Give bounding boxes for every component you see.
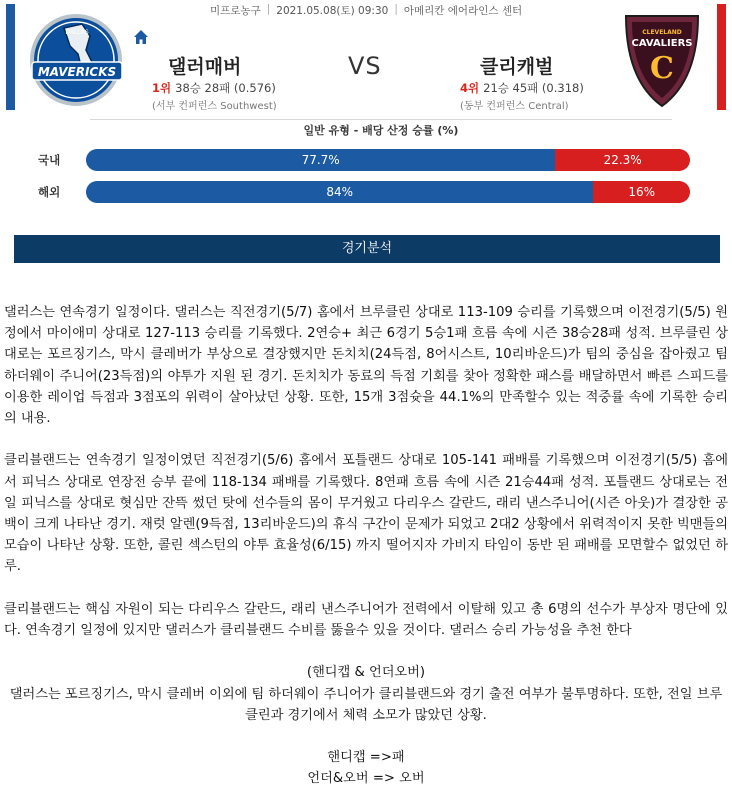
home-color-bar	[6, 4, 15, 110]
away-rank: 4위	[460, 81, 480, 95]
analysis-section-title: 경기분석	[14, 235, 720, 263]
away-record-text: 21승 45패 (0.318)	[483, 81, 584, 95]
mavericks-logo-text: MAVERICKS	[37, 65, 117, 79]
home-rank: 1위	[152, 81, 172, 95]
away-win-pct-bar: 22.3%	[555, 149, 690, 171]
analysis-paragraph-prediction: 클리블랜드는 핵심 자원이 되는 다리우스 갈란드, 래리 낸스주니어가 전력에서 이탈해 있고 총 6명의 선수가 부상자 명단에 있다. 연속경기 일정에 있지만 댈러스가 클리블랜드 수비를 뚫을수 있을 것이다. 댈러스 승리 가능성을 추천 한다	[4, 601, 728, 639]
analysis-paragraph-home: 댈러스는 연속경기 일정이다. 댈러스는 직전경기(5/7) 홈에서 브루클린 상대로 113-109 승리를 기록했으며 이전경기(5/5) 원정에서 마이애미 상대로 127-113 승리를 기록했다. 2연승+ 최근 6경기 5승1패 흐름 속에 시즌 38승28패 성적. 브루클린 상대로는 포르징기스, 막시 클레버가 부상으로 결장했지만 돈치치(24득점, 8어시스트, 10리바운드)가 팀의 중심을 잡아줬고 팀 하더웨이 주니어(23득점)의 야투가 지원 된 경기. 돈치치가 동료의 득점 기회를 찾아 정확한 패스를 배달하면서 빠른 스피드를 이용한 레이업 득점과 3점포의 위력이 살아났던 상황. 또한, 15개 3점슛을 44.1%의 만족할수 있는 적중률 속에 기록한 승리의 내용.	[4, 305, 728, 427]
vs-label: VS	[348, 52, 382, 80]
away-conference: (동부 컨퍼런스 Central)	[460, 101, 569, 112]
stats-title: 일반 유형 - 배당 산정 승률 (%)	[303, 124, 459, 137]
stat-row-overseas	[14, 181, 720, 203]
away-win-pct-bar: 16%	[593, 181, 690, 203]
stat-bar	[86, 149, 690, 171]
cavaliers-logo-top-text: CLEVELAND	[642, 29, 682, 36]
home-conference: (서부 컨퍼런스 Southwest)	[152, 101, 277, 112]
stat-row-domestic	[14, 149, 720, 171]
away-team-name: 클리캐벌	[480, 56, 554, 78]
home-icon[interactable]	[132, 28, 150, 46]
match-info: 미프로농구 | 2021.05.08(토) 09:30 | 아메리칸 에어라인스 센터	[210, 3, 523, 17]
stat-row-label: 국내	[38, 153, 61, 167]
analysis-paragraph-handicap: 댈러스는 포르징기스, 막시 클레버 이외에 팀 하더웨이 주니어가 클리블랜드와 경기 출전 여부가 불투명하다. 또한, 전일 브루클린과 경기에서 체력 소모가 많았던 상황.	[9, 686, 723, 723]
away-record	[460, 80, 584, 96]
home-record	[152, 80, 276, 96]
stats-title-bar	[90, 119, 672, 139]
mavericks-logo	[24, 10, 134, 110]
home-win-pct-bar: 84%	[86, 181, 593, 203]
venue-label: 아메리칸 에어라인스 센터	[403, 5, 523, 17]
match-header	[0, 0, 732, 112]
home-win-pct-bar: 77.7%	[86, 149, 555, 171]
home-team-name: 댈러매버	[168, 56, 242, 78]
stat-bar	[86, 181, 690, 203]
league-label: 미프로농구	[210, 5, 261, 17]
match-datetime: 2021.05.08(토) 09:30	[276, 5, 389, 17]
cavaliers-logo-text: CAVALIERS	[631, 38, 693, 49]
analysis-article	[4, 302, 728, 788]
handicap-heading: (핸디캡 & 언더오버)	[306, 665, 426, 681]
cavaliers-logo	[614, 10, 724, 110]
stat-row-label: 해외	[38, 185, 61, 199]
pick-handicap: 핸디캡 =>패	[327, 750, 405, 766]
analysis-paragraph-away: 클리블랜드는 연속경기 일정이였던 직전경기(5/6) 홈에서 포틀랜드 상대로 105-141 패배를 기록했으며 이전경기(5/5) 홈에서 피닉스 상대로 연장전 승부 끝에 118-134 패배를 기록했다. 8연패 흐름 속에 시즌 21승44패 성적. 포틀랜드 상대로는 전일 피닉스를 상대로 혓심만 잔뜩 썼던 탓에 선수들의 몸이 무거웠고 다리우스 갈란드, 래리 낸스주니어(시즌 아웃)가 결장한 공백이 크게 나타난 경기. 재럿 알렌(9득점, 13리바운드)의 휴식 구간이 문제가 되었고 2대2 상황에서 위력적이지 못한 빅맨들의 모습이 나타난 상황. 또한, 콜린 섹스턴의 야투 효율성(6/15) 까지 떨어지자 가비지 타임이 동반 된 패배를 모면할수 없었던 하루.	[4, 453, 728, 575]
home-record-text: 38승 28패 (0.576)	[175, 81, 276, 95]
mavericks-logo-top-text: DALLAS	[65, 29, 89, 36]
cavaliers-logo-c: C	[650, 51, 674, 86]
pick-over-under: 언더&오버 => 오버	[307, 771, 425, 787]
